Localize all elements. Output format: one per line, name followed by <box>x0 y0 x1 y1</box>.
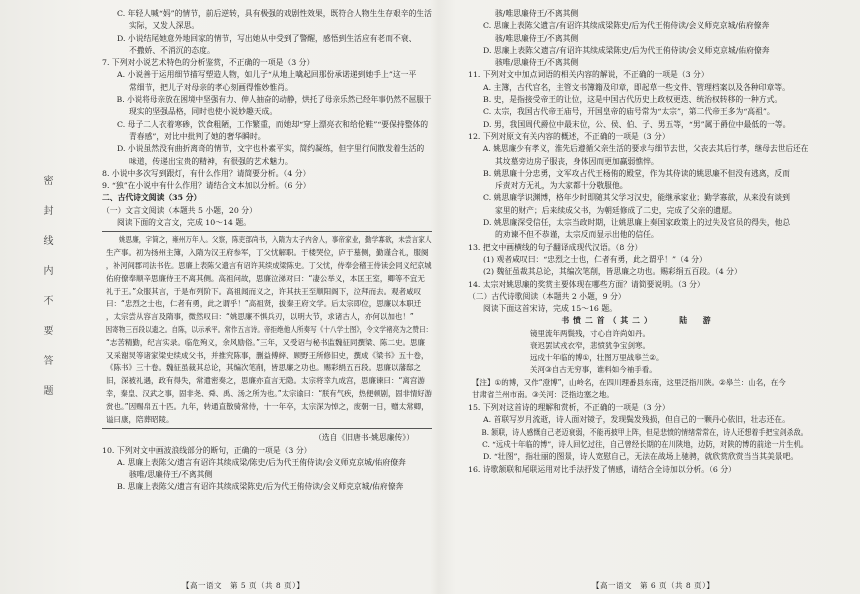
question-line: 二、古代诗文阅读（35 分） <box>102 193 202 203</box>
page-5-questions <box>102 8 432 229</box>
question-line: 14. 太宗对姚思廉的奖赏主要体现在哪些方面？请简要说明。（3 分） <box>468 279 705 289</box>
question-line: 青春感”，对比中批判了她的奢华瞬时。 <box>129 131 266 141</box>
question-line: 常细节，把儿子对母亲的孝心刻画得惟妙惟肖。 <box>129 82 293 92</box>
question-line: （选自《旧唐书·姚思廉传》） <box>314 433 414 443</box>
question-line: C. 年轻人喊“妈”的情节，前后逆转，具有极强的戏剧性效果，既符合人物生生存艰辛的生活 <box>117 9 432 18</box>
passage-line: ，太宗尝从容言及隋事，微然叹曰：“姚思廉不惧兵刃，以明大节，求诸古人，亦何以加也！” <box>106 312 414 322</box>
note-line: 甘肃省兰州市南。③关河：泛指边塞之地。 <box>472 390 614 400</box>
passage-line: 谥曰康，陪葬昭陵。 <box>106 414 174 424</box>
passage-line: 因寄物三百段以遗之。自陈，以示承平。常作五言诗。帝拒绝他人所奏写《十八学士图》，令文学褚亮为之赞曰： <box>105 324 432 334</box>
question-line: （一）文言文阅读（本题共 5 小题，20 分） <box>102 205 257 215</box>
question-line: C. “远戍十年临的博”，诗人回忆过往，自己曾经长期的在川陕地，边防，对陕的博的前途一片生机。 <box>482 440 808 450</box>
question-line: A. 姚思廉少有孝义，淮先后遵循父亲生活的要求与细节去世，父丧去其后行孝，继母去世后还在 <box>482 144 808 154</box>
passage-line: 生产事。初为扬州主簿，入隋为汉王府参军，丁父忧解职。于楼哭位，庐于墓侧，勤谨合礼，服阕 <box>106 248 429 258</box>
poem-author: 陆 游 <box>679 316 715 326</box>
page-6-column <box>468 8 808 578</box>
question-line: B. 史，是指接受帝王的让位，这是中国古代历史上政权更迭、统治权转移的一种方式。 <box>483 95 783 105</box>
poem-title: 书愤二首（其二） <box>561 316 656 326</box>
passage-line: 曰：“忠烈之士也，仁者有勇，此之谓乎！”高祖贤，拔秦王府文学。后太宗即位，思廉以本职迁 <box>106 299 422 309</box>
question-line: D. 姚思廉深受信任，太宗当政时期，让姚思廉上奏国家政策上的过失及官员的得失，他总 <box>483 218 791 228</box>
question-line: 味道，传递出宝贵的精神，有很强的艺术魅力。 <box>129 156 293 166</box>
question-line: 其坟墓旁边房子服丧，身体因而更加赢弱憔悴。 <box>495 156 659 166</box>
question-line: 9. “独”在小说中有什么作用？请结合文本加以分析。（6 分） <box>102 181 311 191</box>
question-line: 斥责对方无礼，为大家都十分敬服他。 <box>495 181 628 191</box>
question-line: 12. 下列对原文有关内容的概述，不正确的一项是（3 分） <box>468 131 670 141</box>
question-line: 骇/唯思廉侍王/不离其侧 <box>495 9 579 18</box>
passage-line: 姚思廉，字简之，雍州万年人。父察，陈吏部尚书，入隋为太子内舍人，事帝家业，勤学寡欲，未尝言家人 <box>105 235 432 245</box>
question-line: C. 姚思廉学识渊博，格年少时即随其父学习汉史，能继承家业；勤学寡欲，从来没有谈到 <box>483 193 790 203</box>
question-line: 骇/唯思廉侍王/不离其侧 <box>495 33 579 43</box>
question-line: 16. 诗歌颔联和尾联运用对比手法抒发了情感，请结合全诗加以分析。（6 分） <box>468 464 736 474</box>
page-5-footer: 【高一语文 第 5 页（共 8 页）】 <box>182 581 305 590</box>
question-line: B. 颔联，诗人感慨自己老迈衰弱，不能再披甲上阵，但是悲愤的情绪常常在，诗人还想着手把宝剑杀敌。 <box>481 427 808 437</box>
poem-line: 远戍十年临的博①，壮图万里战皋兰②。 <box>530 353 664 363</box>
passage-line: ，补河间郡司法书佐。思廉上表陈父遗言有诏许其续成梁陈史。丁父忧，侍奉会稽王侍读会同义纪京城 <box>105 260 432 270</box>
binding-margin <box>0 0 100 594</box>
question-line: 阅读下面的文言文，完成 10～14 题。 <box>117 218 251 228</box>
question-line: B. 姚思廉十分忠勇，文军攻占代王杨侑的殿堂，作为其侍读的姚思廉不但没有逃离，反而 <box>483 168 790 178</box>
question-line: A. 主簿，古代官名，主管文书簿籍及印章，即起草一些文件、管理档案以及各种印章等。 <box>483 82 790 92</box>
seal-line-text: 密封线内不要答题 <box>41 175 52 415</box>
question-line: 实际，又发人深思。 <box>129 21 200 31</box>
question-line: 不撒娇、不消沉的态度。 <box>129 45 215 55</box>
question-line: D. “壮图”，指壮丽的图景，诗人宽慰自己，无法在战场上驰骋，就欣赏欣赏当当其美景吧。 <box>483 452 799 462</box>
passage-line: 礼于王。”众服其言，于是布列阶下。高祖闻而义之，许其扶王至顺阳阁下，泣拜而去。观者咸叹 <box>106 286 422 296</box>
poem-line: 衰迟罢试戎衣窄，悲愤犹争宝剑寒。 <box>530 340 650 350</box>
question-line: (1) 观者咸叹曰：“忠烈之士也，仁者有勇，此之谓乎！”（4 分） <box>483 254 707 264</box>
passage-line: “志苦精勤，纪言实录。临危殉义，余风励俗。”三年，又受诏与秘书监魏征同撰梁、陈二史。思廉 <box>106 337 426 347</box>
question-line: D. 男，我国周代爵位中最末位，公、侯、伯、子、男五等，“男”属于爵位中最低的一等。 <box>483 119 791 129</box>
question-line: A. 思廉上表陈父/遗言有诏许其续成梁/陈史/后为代王侑侍读/会义师克京城/佑府僚奔 <box>117 457 406 467</box>
passage-line: 佑府僚奉顺辛思廉侍王不离其侧。高祖问故，思廉泣涕对曰：“凄公举义，本匡王室，卿等不宜无 <box>106 273 425 283</box>
poem-line: 关河③自古无穷事，谁料如今袖手看。 <box>530 365 657 375</box>
page-5-questions-after <box>102 432 432 493</box>
passage-line: 又采谢炅等诸家梁史续成父书，并推究陈事，删益傅縡、顾野王所修旧史，撰成《梁书》五十卷， <box>106 350 429 360</box>
passage-line: 《陈书》三十卷。魏征虽裁其总论，其编次笔削，皆思廉之功也。赐彩绢五百段。思廉以藩邸之 <box>106 363 421 373</box>
question-line: 8. 小说中多次写到跟灯，有什么作用？请简要分析。（4 分） <box>102 168 311 178</box>
question-line: 15. 下列对这首诗的理解和赏析，不正确的一项是（3 分） <box>468 403 670 413</box>
page-6-footer: 【高一语文 第 6 页（共 8 页）】 <box>592 581 715 590</box>
question-line: D. 小说虽然没有曲折离奇的情节，文字也朴素平实，简约凝练，但字里行间散发着生活的 <box>117 144 425 154</box>
question-line: 骇唯/思廉侍王/不离其侧 <box>495 58 579 68</box>
page-5-column <box>102 8 432 578</box>
question-line: D. 思廉上表陈父遗言/有诏许其续成梁陈史/后为代王侑侍读/会义师克京城/佑府僚奔 <box>483 45 770 55</box>
page-6-questions <box>468 8 808 315</box>
question-line: C. 思廉上表陈父遗言/有诏许其续成梁陈史/后为代王侑侍读/会义师克京城/佑府僚奔 <box>483 21 770 31</box>
question-line: 现实的坚强品格，同时也使小说妙趣天成。 <box>129 107 278 117</box>
question-line: A. 小说善于运用细节描写塑造人物，如儿子“从地上噙起回那份承诺递到她手上”这一平 <box>117 70 417 80</box>
poem-notes <box>468 377 808 403</box>
question-line: 家里的财产；后来续成父书，为朝廷修成了二史，完成了父亲的遗愿。 <box>495 205 737 215</box>
poem-line: 镜里流年两鬓残，寸心自许尚如丹。 <box>530 328 650 338</box>
question-line: B. 思廉上表陈父/遗言有诏许其续成梁陈史/后为代王侑侍读/会义师克京城/佑府僚奔 <box>117 482 404 492</box>
question-line: 11. 下列对文中加点词语的相关内容的解说，不正确的一项是（3 分） <box>468 70 709 80</box>
question-line: 阅读下面这首宋诗，完成 15～16 题。 <box>483 304 617 314</box>
question-line: (2) 魏征虽裁其总论，其编次笔削，皆思廉之功也。赐彩绢五百段。（4 分） <box>483 267 742 277</box>
poem-body <box>468 328 808 377</box>
passage-line: 幸，秦皇、汉武之事，固非尧、舜、禹、汤之所为也。”太宗谕曰：“朕有气疾，热便顿剧，固非情好游 <box>105 388 432 398</box>
passage-line: 赏也。”因赐帛五十匹。九年，转通直散骑常侍，十一年卒，太宗深为悼之，废朝一日，赠太常卿， <box>106 401 429 411</box>
question-line: C. 太宗，我国古代帝王庙号，开国皇帝的庙号常为“太宗”，第二代帝王多为“高祖”。 <box>483 107 775 117</box>
question-line: B. 小说将母亲放在困境中坚强有力、伸人抽奋的动静，烘托了母亲乐然已经年事仍然不屈服于 <box>116 95 432 105</box>
poem-heading <box>468 315 808 327</box>
question-line: D. 小说结尾她意外地回家的情节，写出她从中受到了警醒，感悟到生活应有老而不衰、 <box>117 33 417 43</box>
question-line: 10. 下列对文中画波浪线部分的断句，正确的一项是（3 分） <box>102 445 312 455</box>
question-line: 骇唯/思廉侍王/不离其侧 <box>129 470 213 480</box>
question-line: C. 母子二人衣着寒碜，饮食粗陋，工作繁重，而她却“穿上漂亮衣和给伦鞋”“要保持整体的 <box>117 119 429 129</box>
question-line: 7. 下列对小说艺术特色的分析鉴赏，不正确的一项是（3 分） <box>102 58 315 68</box>
passage-line: 旧，深被礼遇，政有得失，常遣密奏之，思廉亦直言无隐。太宗将幸九成宫，思廉谏曰：“离宫游 <box>106 376 425 386</box>
question-line: 的劝谏不但不恭谨，太宗反而显示出他的信任。 <box>495 230 659 240</box>
question-line: A. 首联写岁月流逝，诗人面对镜子，发现鬓发残损，但自己的一颗丹心依旧，壮志还在。 <box>483 415 790 425</box>
classical-passage <box>102 231 432 429</box>
question-line: 13. 把文中画横线的句子翻译成现代汉语。（8 分） <box>468 242 643 252</box>
question-line: （二）古代诗歌阅读（本题共 2 小题，9 分） <box>468 291 626 301</box>
note-line: 【注】①的博，又作“澄博”，山岭名，在四川理番县东南，这里泛指川陕。②皋兰：山名，在今 <box>472 377 786 387</box>
page-6-questions-after <box>468 402 808 476</box>
passage-text <box>102 234 432 426</box>
